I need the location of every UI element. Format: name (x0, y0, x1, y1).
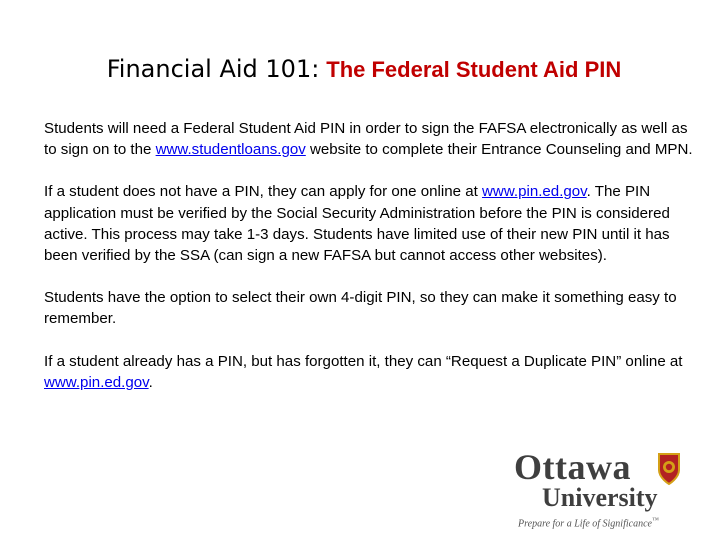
logo-tagline-text: Prepare for a Life of Significance (518, 518, 652, 530)
logo-wordmark-university: University (542, 483, 658, 512)
studentloans-link[interactable]: www.studentloans.gov (155, 141, 306, 159)
paragraph-text: Students have the option to select their own 4-digit PIN, so they can make it something easy to remember. (44, 289, 677, 328)
paragraph-apply-pin (44, 181, 694, 266)
ottawa-university-logo (508, 448, 670, 530)
university-seal-icon (656, 452, 682, 486)
paragraph-text: Students will need a Federal Student Aid PIN in order to sign the FAFSA electronically as well as to sign on to the (44, 120, 688, 159)
paragraph-text: website to complete their Entrance Counseling and MPN. (305, 141, 693, 159)
paragraph-pin-requirement (44, 118, 694, 160)
trademark-mark: ™ (651, 516, 659, 524)
paragraph-text: . The PIN application must be verified by the Social Security Administration before the PIN is considered active. This process may take 1-3 days. Students have limited use of their new PIN until it has been verified by the SSA (can sign a new FAFSA but cannot access other websites). (44, 183, 670, 265)
pin-ed-gov-link[interactable]: www.pin.ed.gov (482, 183, 587, 201)
title-subtitle: The Federal Student Aid PIN (326, 57, 622, 82)
paragraph-text: If a student already has a PIN, but has forgotten it, they can “Request a Duplicate PIN” online at (44, 352, 683, 370)
body-text (44, 118, 694, 414)
paragraph-duplicate-pin (44, 351, 694, 393)
title-main: Financial Aid 101: (106, 55, 320, 83)
paragraph-text: . (148, 373, 153, 391)
pin-ed-gov-link[interactable]: www.pin.ed.gov (44, 373, 149, 391)
logo-wordmark-ottawa: Ottawa (514, 447, 631, 487)
logo-tagline (518, 514, 659, 530)
slide-title (0, 52, 728, 87)
paragraph-text: If a student does not have a PIN, they can apply for one online at (44, 183, 483, 201)
paragraph-select-pin (44, 287, 694, 329)
